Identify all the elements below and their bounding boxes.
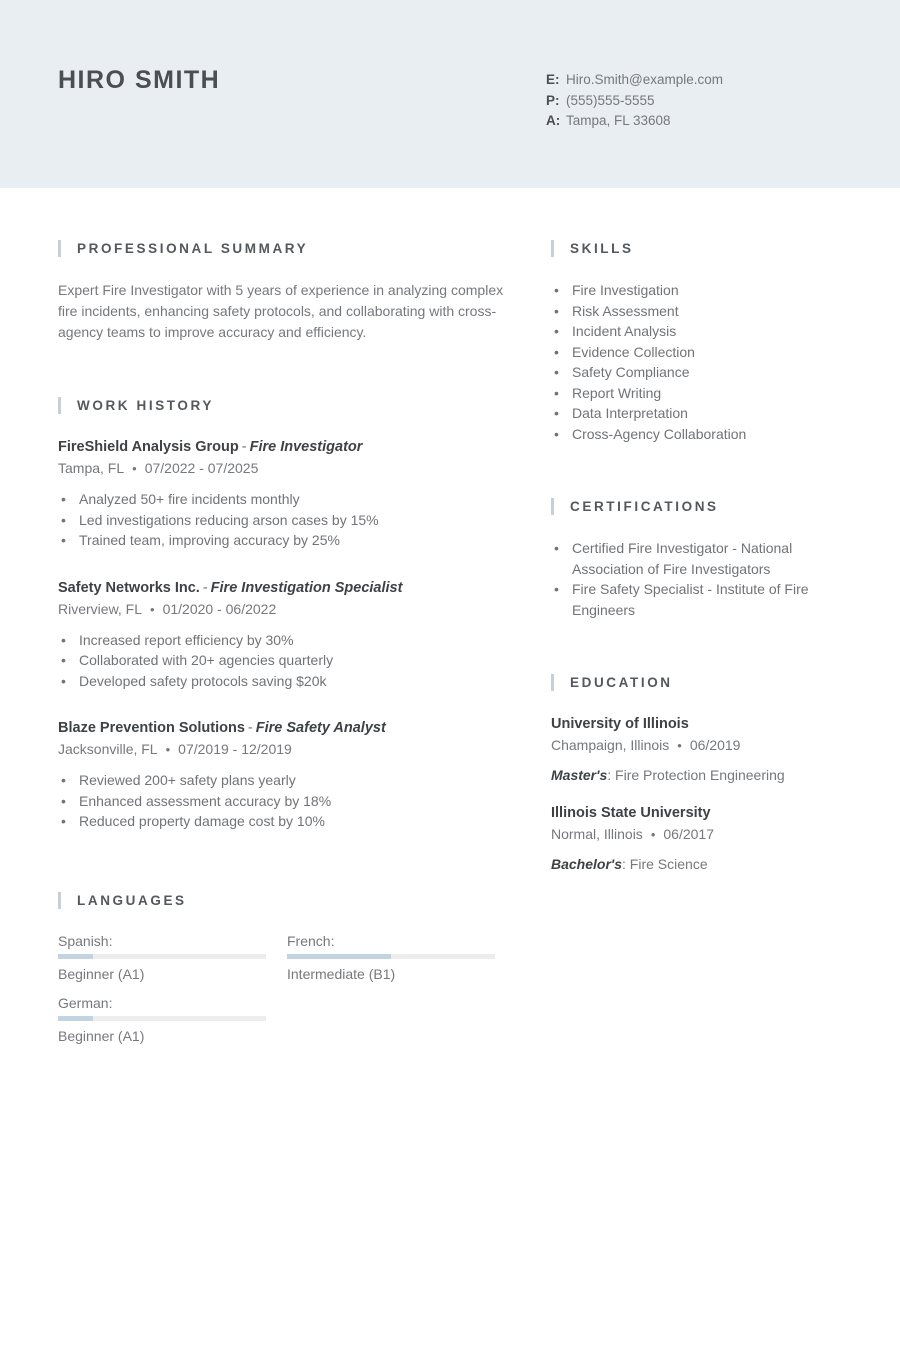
job-location: Riverview, FL	[58, 600, 143, 617]
language-level: Beginner (A1)	[58, 1027, 145, 1044]
skill-item: • Cross-Agency Collaboration	[551, 424, 845, 445]
degree-label: Master's	[551, 767, 608, 783]
language-name: German:	[58, 994, 113, 1011]
language-name: Spanish:	[58, 932, 113, 949]
job-bullet: • Developed safety protocols saving $20k	[58, 671, 510, 692]
degree-line	[551, 765, 845, 785]
job-entry	[58, 578, 510, 692]
job-company: Safety Networks Inc.	[58, 579, 200, 596]
job-entry	[58, 718, 510, 832]
job-meta	[58, 458, 510, 479]
job-bullet-list	[58, 770, 510, 832]
section-education	[551, 674, 845, 874]
job-bullet: • Trained team, improving accuracy by 25%	[58, 530, 510, 551]
resume-header	[0, 0, 900, 188]
meta-dot: •	[132, 461, 137, 476]
degree-label: Bachelor's	[551, 856, 623, 872]
section-languages	[58, 892, 510, 1045]
skill-item: • Report Writing	[551, 383, 845, 404]
degree-field: : Fire Science	[622, 856, 708, 872]
certifications-heading: CERTIFICATIONS	[551, 498, 845, 515]
job-title-line	[58, 578, 510, 598]
meta-dot: •	[677, 738, 682, 753]
language-progress-fill	[58, 954, 93, 959]
job-company: FireShield Analysis Group	[58, 439, 239, 455]
job-bullet-list	[58, 489, 510, 551]
contact-address-row	[546, 111, 723, 132]
skill-item: • Fire Investigation	[551, 280, 845, 301]
certifications-list	[551, 538, 845, 620]
school-meta	[551, 824, 845, 845]
meta-dot: •	[165, 742, 171, 757]
school-location: Normal, Illinois	[551, 826, 643, 842]
language-level: Intermediate (B1)	[287, 965, 396, 982]
job-dates: 01/2020 - 06/2022	[162, 600, 277, 617]
language-progress-track	[287, 954, 495, 959]
degree-line	[551, 854, 845, 874]
job-bullet: • Reduced property damage cost by 10%	[58, 811, 510, 832]
title-separator: -	[241, 439, 247, 455]
skill-item: • Safety Compliance	[551, 362, 845, 383]
language-level: Beginner (A1)	[58, 965, 145, 982]
summary-text: Expert Fire Investigator with 5 years of experience in analyzing complex fire incidents, enhancing safety protocols, and collaborating with cross-agency teams to improve accuracy and efficiency.	[58, 282, 504, 340]
school-date: 06/2019	[689, 737, 741, 753]
job-role: Fire Investigation Specialist	[210, 579, 403, 596]
meta-dot: •	[150, 601, 155, 617]
contact-info	[546, 70, 723, 132]
school-name: University of Illinois	[551, 716, 689, 732]
language-progress-track	[58, 1016, 266, 1021]
job-role: Fire Safety Analyst	[255, 720, 386, 736]
email-value: Hiro.Smith@example.com	[566, 72, 723, 87]
job-company: Blaze Prevention Solutions	[58, 720, 245, 736]
job-meta	[58, 599, 510, 620]
job-location: Tampa, FL	[58, 460, 125, 476]
language-progress-fill	[58, 1016, 93, 1021]
language-item-spanish	[58, 932, 266, 983]
degree-field: : Fire Protection Engineering	[607, 767, 785, 783]
professional-summary-heading: PROFESSIONAL SUMMARY	[58, 240, 510, 257]
job-meta	[58, 739, 510, 760]
job-role: Fire Investigator	[249, 439, 363, 455]
phone-label: P:	[546, 92, 560, 108]
job-title-line	[58, 437, 510, 457]
school-location: Champaign, Illinois	[551, 737, 670, 753]
education-entry	[551, 803, 845, 874]
address-value: Tampa, FL 33608	[566, 113, 671, 128]
school-date: 06/2017	[663, 826, 714, 842]
job-title-line	[58, 718, 510, 738]
job-dates: 07/2019 - 12/2019	[178, 741, 292, 757]
title-separator: -	[202, 579, 208, 596]
job-bullet: • Increased report efficiency by 30%	[58, 630, 510, 651]
skill-item: • Evidence Collection	[551, 342, 845, 363]
language-item-french	[287, 932, 495, 983]
job-location: Jacksonville, FL	[58, 741, 158, 757]
meta-dot: •	[650, 827, 656, 842]
education-heading: EDUCATION	[551, 674, 845, 691]
email-label: E:	[546, 72, 560, 87]
job-bullet: • Reviewed 200+ safety plans yearly	[58, 770, 510, 791]
language-name: French:	[287, 932, 335, 949]
language-progress-track	[58, 954, 266, 959]
languages-heading: LANGUAGES	[58, 892, 510, 909]
skill-item: • Data Interpretation	[551, 403, 845, 424]
skill-item: • Risk Assessment	[551, 301, 845, 322]
job-bullet: • Enhanced assessment accuracy by 18%	[58, 791, 510, 812]
phone-value: (555)555-5555	[566, 92, 655, 108]
candidate-name: HIRO SMITH	[58, 66, 221, 94]
school-meta	[551, 735, 845, 756]
skills-list	[551, 280, 845, 444]
skills-heading: SKILLS	[551, 240, 845, 257]
language-item-german	[58, 994, 266, 1045]
certification-item: • Certified Fire Investigator - National Association of Fire Investigators	[551, 538, 845, 579]
skill-item: • Incident Analysis	[551, 321, 845, 342]
right-column	[551, 240, 845, 1099]
job-bullet: • Collaborated with 20+ agencies quarterly	[58, 650, 510, 671]
job-bullet: • Analyzed 50+ fire incidents monthly	[58, 489, 510, 510]
certification-item: • Fire Safety Specialist - Institute of Fire Engineers	[551, 579, 845, 620]
job-entry	[58, 437, 510, 551]
job-bullet: • Led investigations reducing arson cases by 15%	[58, 510, 510, 531]
job-bullet-list	[58, 630, 510, 692]
title-separator: -	[247, 720, 253, 736]
work-history-heading: WORK HISTORY	[58, 397, 510, 414]
left-column	[58, 240, 510, 1099]
language-progress-fill	[287, 954, 391, 959]
contact-email-row	[546, 70, 723, 91]
school-name: Illinois State University	[551, 805, 711, 821]
section-skills	[551, 240, 845, 444]
section-work-history	[58, 397, 510, 832]
job-dates: 07/2022 - 07/2025	[144, 460, 259, 476]
education-entry	[551, 714, 845, 785]
section-professional-summary	[58, 240, 510, 343]
languages-grid	[58, 932, 510, 1045]
section-certifications	[551, 498, 845, 620]
address-label: A:	[546, 113, 561, 128]
contact-phone-row	[546, 91, 723, 112]
resume-body	[0, 188, 900, 1099]
